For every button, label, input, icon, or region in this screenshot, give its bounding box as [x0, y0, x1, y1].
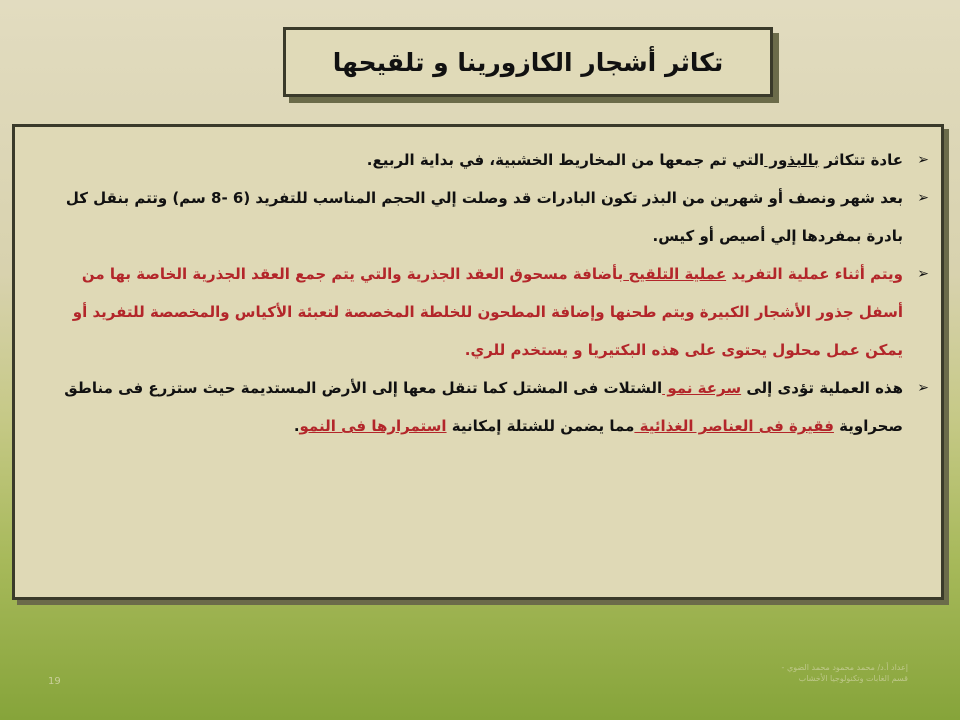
paragraph [35, 179, 929, 255]
paragraph-text: . [293, 417, 300, 435]
paragraph-text: بأضافة مسحوق العقد الجذرية والتي يتم جمع العقد الجذرية الخاصة بها من أسفل جذور الأشجار الكبيرة ويتم طحنها وإضافة المطحون للخلطة المخصصة لتعبئة الأكياس والمخصصة للتفريد أو يمكن عمل محلول يحتوى على هذه البكتيريا و يستخدم للري. [72, 265, 903, 359]
paragraph-text: الشتلات فى المشتل كما تنقل معها إلى الأرض المستديمة حيث ستزرع فى مناطق صحراوية [64, 379, 903, 435]
bullet-arrow-icon: ➢ [917, 266, 929, 282]
highlighted-phrase: سرعة نمو [662, 379, 742, 397]
paragraph [35, 255, 929, 369]
paragraph [35, 369, 929, 445]
highlighted-phrase: بالبذور [764, 151, 820, 169]
bullet-arrow-icon: ➢ [917, 190, 929, 206]
bullet-arrow-icon: ➢ [917, 380, 929, 396]
content-box [12, 124, 944, 600]
paragraph-text: مما يضمن للشتلة إمكانية [446, 417, 635, 435]
page-number: 19 [48, 676, 61, 687]
paragraph-text: هذه العملية تؤدى إلى [741, 379, 903, 397]
footer-note: إعداد أ.د/ محمد محمود محمد الضوي - قسم الغابات وتكنولوجيا الأخشاب [781, 663, 908, 683]
paragraph [35, 141, 929, 179]
paragraph-text: التي تم جمعها من المخاريط الخشبية، في بداية الربيع. [366, 151, 765, 169]
slide-title: تكاثر أشجار الكازورينا و تلقيحها [332, 47, 724, 77]
paragraph-text: عادة تتكاثر [819, 151, 903, 169]
paragraph-text: ويتم أثناء عملية التفريد [726, 265, 903, 283]
highlighted-phrase: استمرارها فى النمو [299, 417, 447, 435]
bullet-arrow-icon: ➢ [917, 152, 929, 168]
paragraph-text: بعد شهر ونصف أو شهرين من البذر تكون البادرات قد وصلت إلي الحجم المناسب للتفريد (6 -8 سم) وتتم بنقل كل بادرة بمفردها إلي أصيص أو كيس. [65, 189, 903, 245]
highlighted-phrase: فقيرة فى العناصر الغذائية [634, 417, 834, 435]
highlighted-phrase: عملية التلقيح [623, 265, 727, 283]
slide-title-box [283, 27, 773, 97]
paragraph-list [35, 141, 929, 445]
